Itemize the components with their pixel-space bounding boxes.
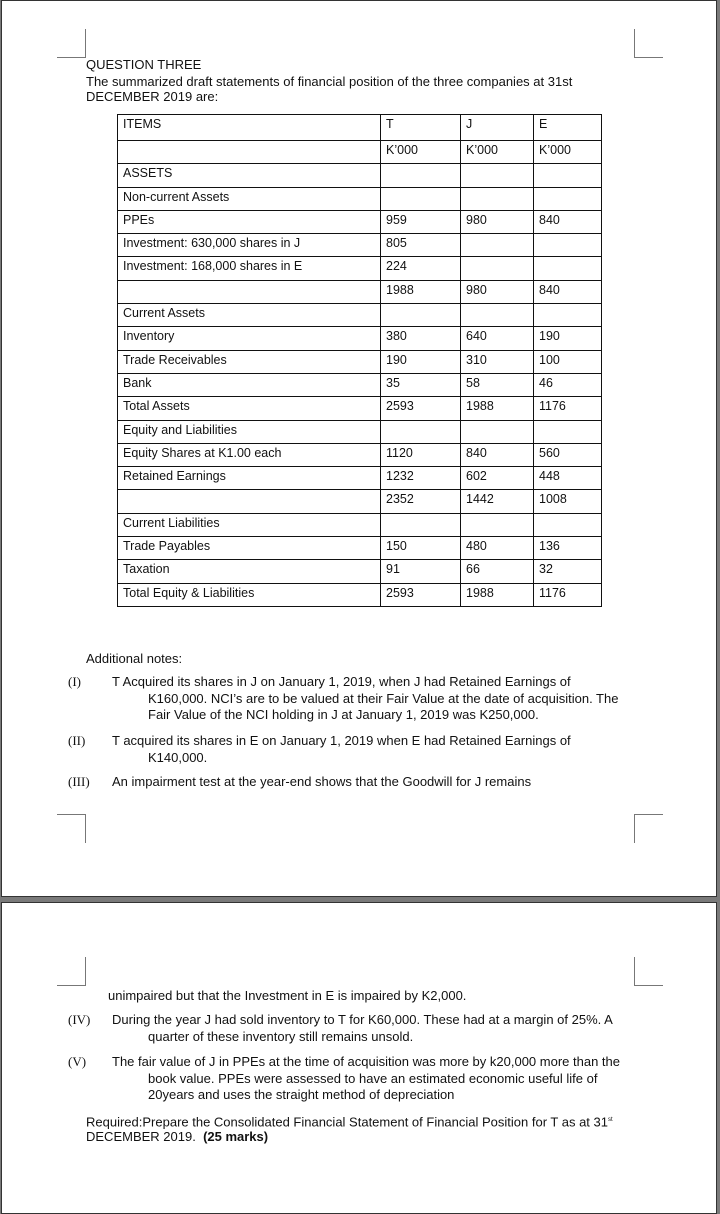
value-cell: K’000 xyxy=(461,141,534,164)
value-cell xyxy=(534,234,602,257)
value-cell: 2593 xyxy=(381,583,461,606)
item-cell: Trade Receivables xyxy=(118,350,381,373)
value-cell xyxy=(461,420,534,443)
table-row xyxy=(118,164,602,187)
value-cell: 480 xyxy=(461,537,534,560)
page-1 xyxy=(1,0,717,897)
note-item: (II) T acquired its shares in E on January 1, 2019 when E had Retained Earnings of K140,000. xyxy=(68,733,571,765)
value-cell: 980 xyxy=(461,280,534,303)
value-cell: 46 xyxy=(534,373,602,396)
value-cell: 136 xyxy=(534,537,602,560)
table-row xyxy=(118,327,602,350)
item-cell: Equity and Liabilities xyxy=(118,420,381,443)
table-row xyxy=(118,141,602,164)
value-cell: K’000 xyxy=(534,141,602,164)
item-cell: Investment: 630,000 shares in J xyxy=(118,234,381,257)
table-row xyxy=(118,537,602,560)
value-cell: 150 xyxy=(381,537,461,560)
item-cell: PPEs xyxy=(118,210,381,233)
value-cell: 959 xyxy=(381,210,461,233)
value-cell xyxy=(461,164,534,187)
note-item: (III) An impairment test at the year-end shows that the Goodwill for J remains xyxy=(68,774,532,789)
value-cell xyxy=(381,164,461,187)
value-cell: 602 xyxy=(461,467,534,490)
note-text: T acquired its shares in E on January 1, 2019 when E had Retained Earnings of K140,000. xyxy=(112,733,571,765)
value-cell: 32 xyxy=(534,560,602,583)
value-cell: 2352 xyxy=(381,490,461,513)
page-2 xyxy=(1,902,717,1214)
value-cell xyxy=(534,513,602,536)
value-cell: 380 xyxy=(381,327,461,350)
table-row xyxy=(118,560,602,583)
value-cell: 1176 xyxy=(534,397,602,420)
crop-mark xyxy=(634,957,663,986)
item-cell xyxy=(118,490,381,513)
value-cell: 2593 xyxy=(381,397,461,420)
value-cell: 640 xyxy=(461,327,534,350)
table-row xyxy=(118,234,602,257)
table-row xyxy=(118,583,602,606)
item-cell: Taxation xyxy=(118,560,381,583)
value-cell xyxy=(461,234,534,257)
value-cell: 66 xyxy=(461,560,534,583)
continuation-text: unimpaired but that the Investment in E is impaired by K2,000. xyxy=(108,988,467,1003)
question-title: QUESTION THREE xyxy=(86,57,202,72)
value-cell: 840 xyxy=(534,210,602,233)
note-text: The fair value of J in PPEs at the time of acquisition was more by k20,000 more than the book value. PPEs were assessed to have an estimated economic useful life of 20years and uses the straight method of depreciation xyxy=(112,1054,620,1102)
item-cell: ASSETS xyxy=(118,164,381,187)
note-text: An impairment test at the year-end shows that the Goodwill for J remains xyxy=(112,774,532,789)
marks: (25 marks) xyxy=(203,1129,269,1145)
value-cell xyxy=(381,187,461,210)
item-cell: Trade Payables xyxy=(118,537,381,560)
table-header-row xyxy=(118,115,602,141)
value-cell xyxy=(461,304,534,327)
table-row xyxy=(118,467,602,490)
crop-mark xyxy=(57,957,86,986)
value-cell: 980 xyxy=(461,210,534,233)
value-cell: 1988 xyxy=(461,583,534,606)
value-cell xyxy=(534,257,602,280)
value-cell: 840 xyxy=(461,443,534,466)
note-text: T Acquired its shares in J on January 1, 2019, when J had Retained Earnings of K160,000. NCI’s are to be valued at their Fair Value at the date of acquisition. The Fair Value of the NCI holding in J at January 1, 2019 was K250,000. xyxy=(112,674,619,722)
item-cell: Non-current Assets xyxy=(118,187,381,210)
table-row xyxy=(118,513,602,536)
value-cell xyxy=(381,420,461,443)
table-row xyxy=(118,443,602,466)
value-cell: 58 xyxy=(461,373,534,396)
crop-mark xyxy=(634,29,663,58)
item-cell: Total Equity & Liabilities xyxy=(118,583,381,606)
table-row xyxy=(118,257,602,280)
value-cell xyxy=(461,257,534,280)
note-text: During the year J had sold inventory to T for K60,000. These had at a margin of 25%. A quarter of these inventory still remains unsold. xyxy=(112,1012,613,1044)
item-cell: ITEMS xyxy=(118,115,381,141)
value-cell: 1008 xyxy=(534,490,602,513)
value-cell: 1988 xyxy=(461,397,534,420)
value-cell xyxy=(381,513,461,536)
value-cell xyxy=(534,420,602,443)
value-cell: 1442 xyxy=(461,490,534,513)
note-item: (V) The fair value of J in PPEs at the time of acquisition was more by k20,000 more than the book value. PPEs were assessed to have an estimated economic useful life of 20years and uses the straight method of depreciation xyxy=(68,1054,620,1102)
item-cell: Current Liabilities xyxy=(118,513,381,536)
value-cell xyxy=(534,304,602,327)
value-cell: 805 xyxy=(381,234,461,257)
item-cell: Bank xyxy=(118,373,381,396)
value-cell: 1988 xyxy=(381,280,461,303)
value-cell xyxy=(381,304,461,327)
item-cell: Current Assets xyxy=(118,304,381,327)
table-row xyxy=(118,350,602,373)
table-row xyxy=(118,490,602,513)
value-cell: K’000 xyxy=(381,141,461,164)
value-cell xyxy=(461,187,534,210)
value-cell: 190 xyxy=(534,327,602,350)
item-cell: Equity Shares at K1.00 each xyxy=(118,443,381,466)
value-cell: 1232 xyxy=(381,467,461,490)
value-cell xyxy=(534,187,602,210)
note-item: (IV) During the year J had sold inventory to T for K60,000. These had at a margin of 25%. A quarter of these inventory still remains unsold. xyxy=(68,1012,613,1044)
value-cell: 840 xyxy=(534,280,602,303)
table-row xyxy=(118,420,602,443)
intro-text: The summarized draft statements of financial position of the three companies at 31st DECEMBER 2019 are: xyxy=(86,74,573,104)
value-cell: 35 xyxy=(381,373,461,396)
item-cell xyxy=(118,141,381,164)
value-cell: T xyxy=(381,115,461,141)
item-cell: Retained Earnings xyxy=(118,467,381,490)
value-cell: 224 xyxy=(381,257,461,280)
note-item: (I) T Acquired its shares in J on January 1, 2019, when J had Retained Earnings of K160,000. NCI’s are to be valued at their Fair Value at the date of acquisition. The Fair Value of the NCI holding in J at January 1, 2019 was K250,000. xyxy=(68,674,619,722)
financial-table xyxy=(117,114,602,607)
value-cell: J xyxy=(461,115,534,141)
crop-mark xyxy=(57,814,86,843)
value-cell: 100 xyxy=(534,350,602,373)
item-cell: Total Assets xyxy=(118,397,381,420)
value-cell: 448 xyxy=(534,467,602,490)
table-row xyxy=(118,280,602,303)
required-label: Required: xyxy=(86,1114,143,1130)
value-cell: 1176 xyxy=(534,583,602,606)
notes-heading: Additional notes: xyxy=(86,651,183,666)
crop-mark xyxy=(634,814,663,843)
value-cell: 310 xyxy=(461,350,534,373)
item-cell xyxy=(118,280,381,303)
value-cell xyxy=(534,164,602,187)
value-cell: 91 xyxy=(381,560,461,583)
value-cell: 1120 xyxy=(381,443,461,466)
table-row xyxy=(118,373,602,396)
crop-mark xyxy=(57,29,86,58)
value-cell: E xyxy=(534,115,602,141)
item-cell: Investment: 168,000 shares in E xyxy=(118,257,381,280)
value-cell: 190 xyxy=(381,350,461,373)
value-cell: 560 xyxy=(534,443,602,466)
table-row xyxy=(118,187,602,210)
table-row xyxy=(118,397,602,420)
item-cell: Inventory xyxy=(118,327,381,350)
value-cell xyxy=(461,513,534,536)
required-text: Required:Prepare the Consolidated Financial Statement of Financial Position for T as at 31st DECEMBER 2019. (25 marks) xyxy=(86,1114,613,1145)
table-row xyxy=(118,304,602,327)
table-row xyxy=(118,210,602,233)
